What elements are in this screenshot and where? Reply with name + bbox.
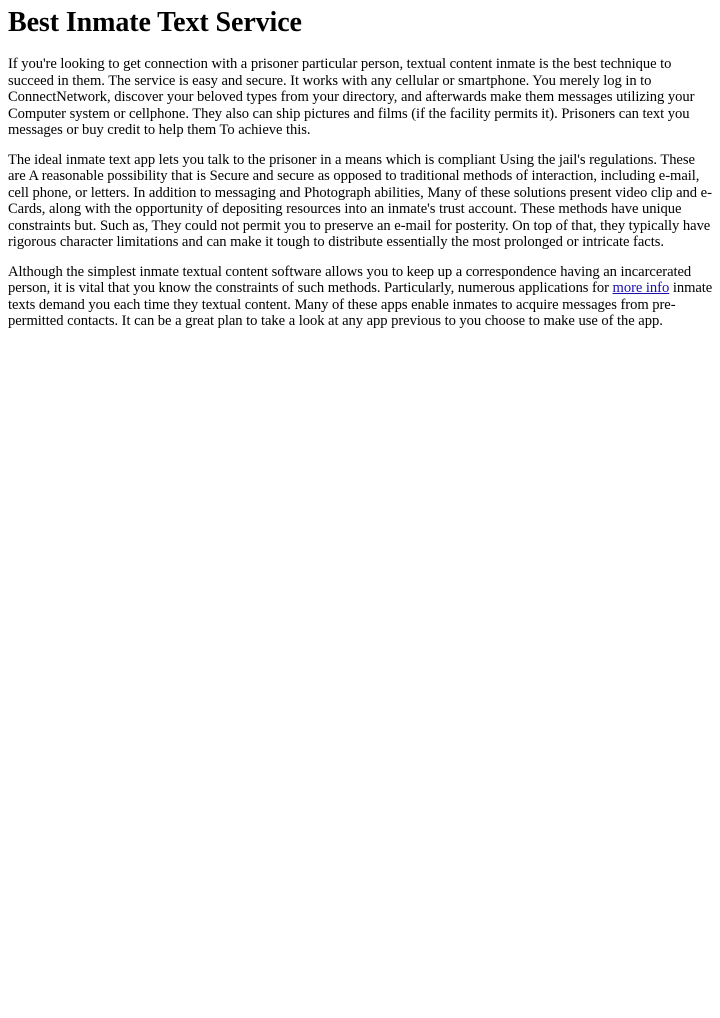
page-title: Best Inmate Text Service: [8, 7, 302, 38]
paragraph-constraints-text-end: inmate texts demand you each time they textual content. Many of these apps enable inmates to acquire messages from pre-permitted contacts. It can be a great plan to take a look at any app previous to you choose to make use of the app.: [8, 280, 713, 329]
paragraph-intro: If you're looking to get connection with a prisoner particular person, textual content inmate is the best technique to succeed in them. The service is easy and secure. It works with any cellular or smartphone. You merely log in to ConnectNetwork, discover your beloved types from your directory, and afterwards make them messages utilizing your Computer system or cellphone. They also can ship pictures and films (if the facility permits it). Prisoners can text you messages or buy credit to help them To achieve this.: [8, 56, 695, 138]
paragraph-ideal-app: The ideal inmate text app lets you talk to the prisoner in a means which is compliant Using the jail's regulations. These are A reasonable possibility that is Secure and secure as opposed to traditional methods of interaction, including e-mail, cell phone, or letters. In addition to messaging and Photograph abilities, Many of these solutions present video clip and e-Cards, along with the opportunity of depositing resources into an inmate's trust account. These methods have unique constraints but. Such as, They could not permit you to preserve an e-mail for posterity. On top of that, they typically have rigorous character limitations and can make it tough to distribute essentially the most prolonged or intricate facts.: [8, 151, 712, 250]
more-info-link[interactable]: more info: [612, 280, 670, 296]
paragraph-constraints: [8, 264, 713, 330]
paragraph-constraints-text-start: Although the simplest inmate textual content software allows you to keep up a correspondence having an incarcerated person, it is vital that you know the constraints of such methods. Particularly, numerous applications for: [8, 263, 692, 296]
